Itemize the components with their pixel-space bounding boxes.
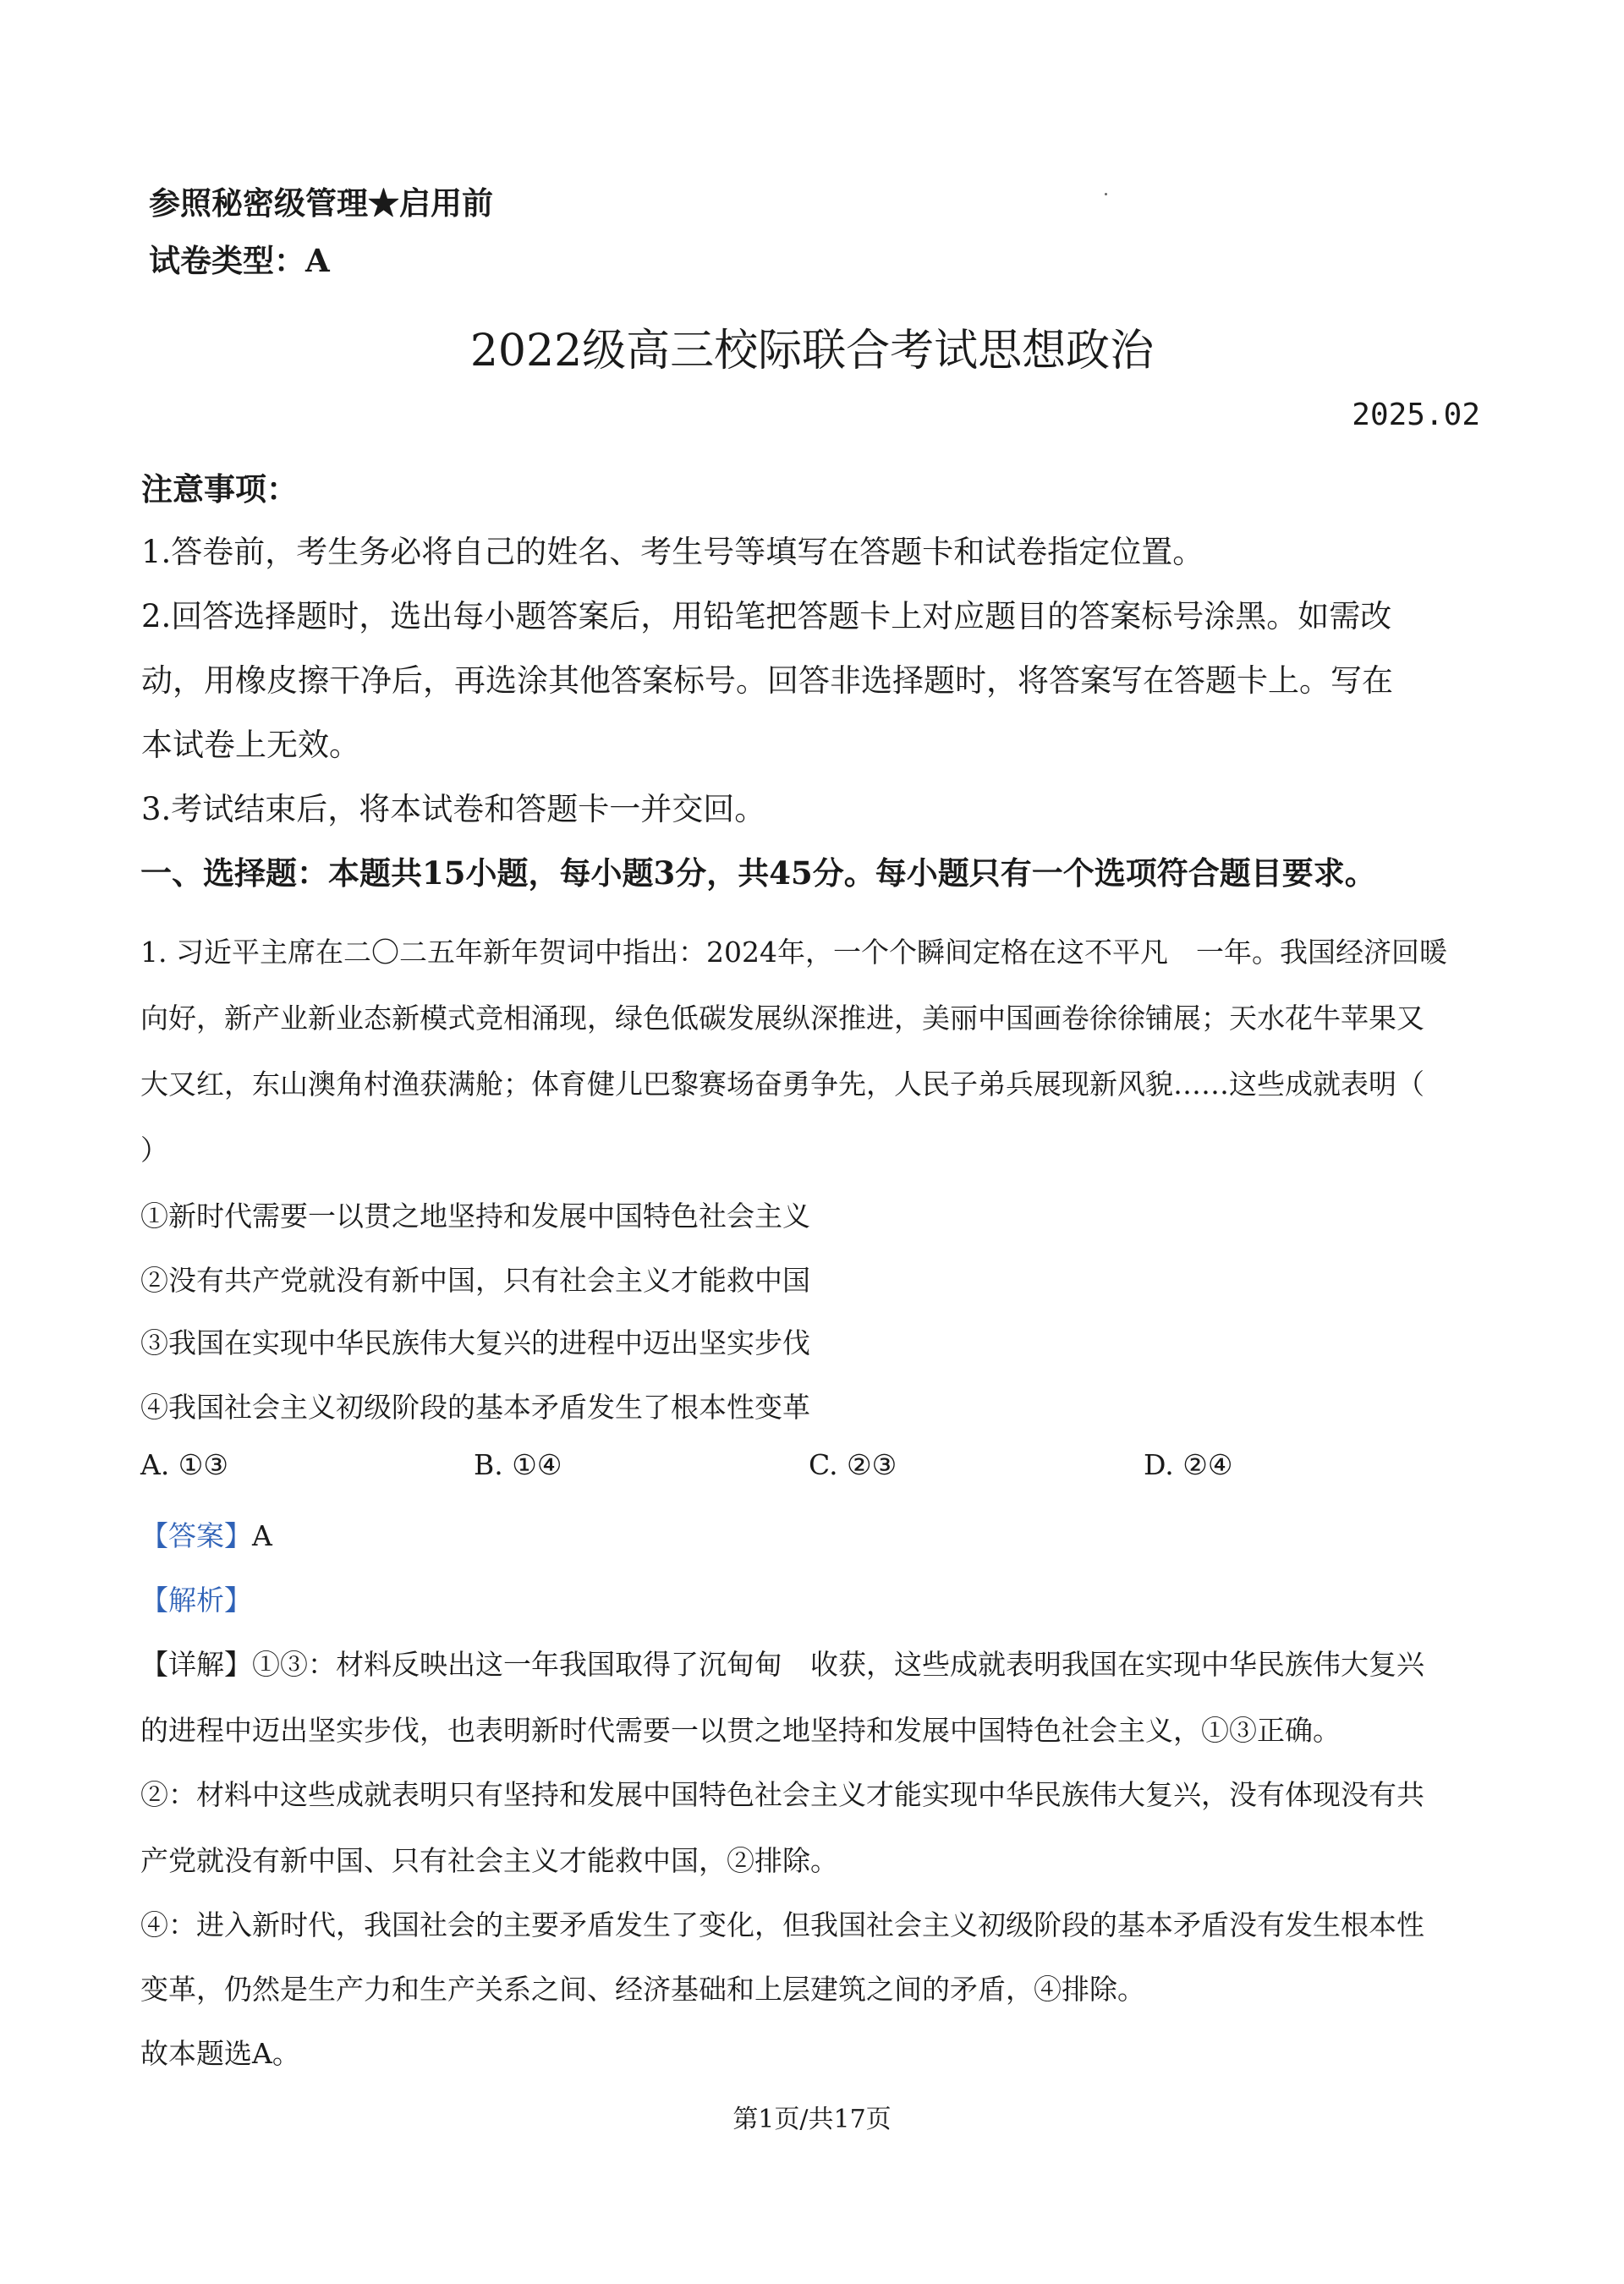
detail-line-2: 的进程中迈出坚实步伐，也表明新时代需要一以贯之地坚持和发展中国特色社会主义，①③正确。 bbox=[140, 1714, 1341, 1747]
detail-line-1 bbox=[140, 1643, 1424, 1683]
notice-heading: 注意事项： bbox=[141, 470, 298, 508]
page-footer: 第1页/共17页 bbox=[732, 2105, 892, 2134]
notice-item-2-line-3: 本试卷上无效。 bbox=[141, 727, 360, 763]
paper-type-label: 试卷类型：A bbox=[149, 242, 330, 279]
notice-item-3: 3.考试结束后，将本试卷和答题卡一并交回。 bbox=[141, 791, 766, 827]
answer-line bbox=[140, 1514, 272, 1554]
statement-2: ②没有共产党就没有新中国，只有社会主义才能救中国 bbox=[140, 1264, 810, 1297]
exam-date: 2025.02 bbox=[1352, 398, 1480, 432]
conclusion-line: 故本题选A。 bbox=[140, 2037, 300, 2070]
question-stem-line-1: 1. 习近平主席在二〇二五年新年贺词中指出：2024年，一个个瞬间定格在这不平凡 一年。我国经济回暖 bbox=[140, 936, 1447, 969]
detail-tag: 【详解】 bbox=[140, 1648, 252, 1681]
detail-line-6: 变革，仍然是生产力和生产关系之间、经济基础和上层建筑之间的矛盾，④排除。 bbox=[140, 1973, 1145, 2006]
detail-line-5: ④：进入新时代，我国社会的主要矛盾发生了变化，但我国社会主义初级阶段的基本矛盾没有发生根本性 bbox=[140, 1908, 1424, 1941]
statement-1: ①新时代需要一以贯之地坚持和发展中国特色社会主义 bbox=[140, 1200, 810, 1233]
question-stem-line-3: 大又红，东山澳角村渔获满舱；体育健儿巴黎赛场奋勇争先，人民子弟兵展现新风貌……这些成就表明（ bbox=[140, 1068, 1424, 1101]
option-b: B. ①④ bbox=[474, 1448, 562, 1481]
option-d: D. ②④ bbox=[1144, 1448, 1233, 1481]
answer-value: A bbox=[252, 1519, 272, 1552]
detail-line-4: 产党就没有新中国、只有社会主义才能救中国，②排除。 bbox=[140, 1844, 838, 1877]
question-stem-line-2: 向好，新产业新业态新模式竞相涌现，绿色低碳发展纵深推进，美丽中国画卷徐徐铺展；天水花牛苹果又 bbox=[140, 1002, 1424, 1035]
scan-speck bbox=[1105, 193, 1107, 195]
option-a: A. ①③ bbox=[140, 1448, 228, 1481]
statement-4: ④我国社会主义初级阶段的基本矛盾发生了根本性变革 bbox=[140, 1391, 810, 1424]
detail-text-1: ①③：材料反映出这一年我国取得了沉甸甸 收获，这些成就表明我国在实现中华民族伟大复兴 bbox=[252, 1648, 1424, 1681]
secrecy-label: 参照秘密级管理★启用前 bbox=[149, 184, 493, 222]
question-stem-line-4: ） bbox=[140, 1134, 168, 1167]
notice-item-2-line-2: 动，用橡皮擦干净后，再选涂其他答案标号。回答非选择题时，将答案写在答题卡上。写在 bbox=[141, 662, 1393, 699]
notice-item-2-line-1: 2.回答选择题时，选出每小题答案后，用铅笔把答题卡上对应题目的答案标号涂黑。如需改 bbox=[141, 598, 1392, 634]
statement-3: ③我国在实现中华民族伟大复兴的进程中迈出坚实步伐 bbox=[140, 1326, 810, 1359]
section-heading: 一、选择题：本题共15小题，每小题3分，共45分。每小题只有一个选项符合题目要求。 bbox=[140, 854, 1376, 892]
exam-title: 2022级高三校际联合考试思想政治 bbox=[469, 326, 1155, 376]
option-c: C. ②③ bbox=[809, 1448, 897, 1481]
analysis-tag: 【解析】 bbox=[140, 1584, 252, 1617]
answer-tag: 【答案】 bbox=[140, 1519, 252, 1552]
detail-line-3: ②：材料中这些成就表明只有坚持和发展中国特色社会主义才能实现中华民族伟大复兴，没有体现没有共 bbox=[140, 1778, 1424, 1811]
notice-item-1: 1.答卷前，考生务必将自己的姓名、考生号等填写在答题卡和试卷指定位置。 bbox=[141, 534, 1204, 570]
